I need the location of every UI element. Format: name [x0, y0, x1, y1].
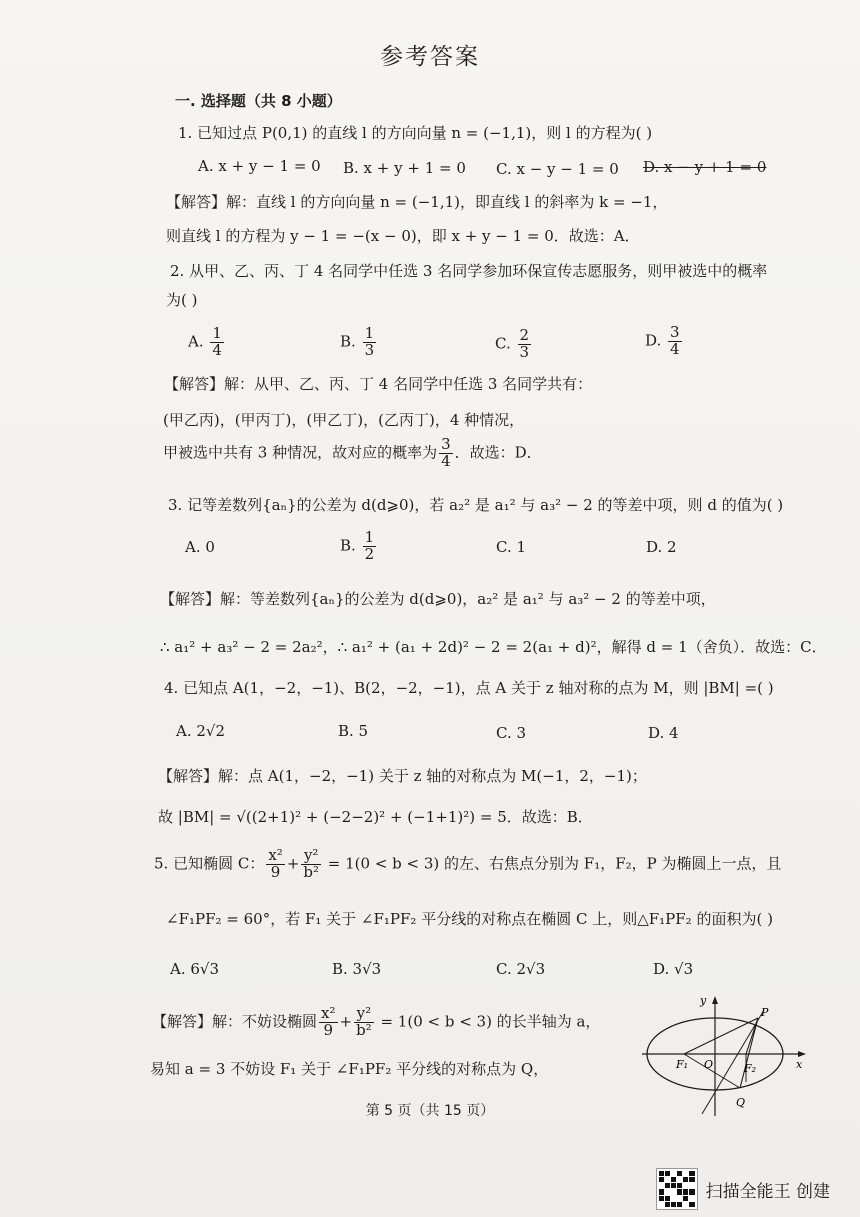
watermark-text: 扫描全能王 创建 — [705, 1181, 830, 1202]
q2-option-d — [645, 325, 684, 358]
label-q: Q — [736, 1096, 746, 1109]
q2-option-c — [495, 328, 533, 361]
q2-answer-line2: (甲乙丙)，(甲丙丁)，(甲乙丁)，(乙丙丁)，4 种情况， — [163, 411, 525, 429]
q5-fraction-x — [266, 848, 284, 881]
fraction-numerator: 2 — [519, 326, 530, 344]
fraction-denominator: 3 — [519, 342, 530, 361]
q3-answer-line1: 【解答】解：等差数列{aₙ}的公差为 d(d⩾0)，a₂² 是 a₁² 与 a₃² − 2 的等差中项， — [160, 590, 716, 608]
fraction-numerator: 3 — [441, 435, 451, 453]
label-x: x — [796, 1058, 803, 1071]
q5-answer-suffix: = 1(0 < b < 3) 的长半轴为 a， — [375, 1012, 601, 1031]
fraction-numerator: 3 — [670, 323, 680, 341]
label-f2: F₂ — [744, 1062, 757, 1075]
q4-stem: 4. 已知点 A(1，−2，−1)、B(2，−2，−1)，点 A 关于 z 轴对称的点为 M，则 |BM| =( ) — [164, 679, 774, 697]
label-f1: F₁ — [676, 1058, 689, 1071]
q2-stem-line2: 为( ) — [166, 291, 198, 309]
q2-option-b — [340, 326, 378, 359]
label-y: y — [700, 994, 707, 1007]
x-axis-arrow-icon — [798, 1051, 806, 1057]
q2-answer-line1: 【解答】解：从甲、乙、丙、丁 4 名同学中任选 3 名同学共有： — [164, 375, 593, 393]
q5-fraction-y — [301, 848, 321, 881]
section-heading: 一. 选择题（共 8 小题） — [175, 92, 342, 110]
q2-answer-line3-text: 甲被选中共有 3 种情况，故对应的概率为 — [163, 443, 438, 462]
label-p: P — [761, 1006, 769, 1019]
q2-answer-line3 — [163, 437, 542, 470]
fraction-denominator: 3 — [364, 340, 375, 359]
q3-stem: 3. 记等差数列{aₙ}的公差为 d(d⩾0)，若 a₂² 是 a₁² 与 a₃² − 2 的等差中项，则 d 的值为( ) — [168, 496, 784, 514]
q4-option-a: A. 2√2 — [176, 722, 226, 740]
fraction-denominator: 2 — [364, 544, 375, 563]
fraction-denominator: 9 — [270, 862, 281, 881]
q5-answer-fraction-x — [319, 1006, 337, 1039]
q5-answer-line2: 易知 a = 3 不妨设 F₁ 关于 ∠F₁PF₂ 平分线的对称点为 Q， — [150, 1060, 549, 1078]
q2-answer-line3-choice: ．故选：D． — [454, 443, 542, 462]
q3-option-d: D. 2 — [646, 538, 677, 556]
q4-option-b: B. 5 — [338, 722, 369, 740]
q5-option-b: B. 3√3 — [332, 960, 382, 978]
q5-answer-line1: 【解答】解：不妨设椭圆 $\frac{\text{x²}}{9}$ + $\frac{\text{y²}}{\text{b²}}$ = 1(0 < b < 3) 的长半轴为 a， — [152, 1004, 601, 1039]
q3-option-b-label: B. — [340, 536, 356, 555]
page-number-footer: 第 5 页（共 15 页） — [365, 1103, 495, 1119]
q3-option-b — [340, 530, 378, 563]
q3-option-c: C. 1 — [496, 538, 527, 556]
page-title: 参考答案 — [380, 44, 480, 70]
q5-option-c: C. 2√3 — [496, 960, 546, 978]
q5-option-a: A. 6√3 — [170, 960, 220, 978]
q2-option-c-fraction — [518, 328, 532, 361]
q4-answer-line2: 故 |BM| = √((2+1)² + (−2−2)² + (−1+1)²) = 5．故选：B． — [158, 808, 593, 826]
fraction-numerator: 1 — [212, 324, 222, 342]
segment-f1-p — [684, 1018, 758, 1054]
q5-answer-fraction-y — [354, 1006, 374, 1039]
fraction-numerator: 1 — [364, 528, 375, 546]
fraction-denominator: 4 — [212, 340, 222, 359]
y-axis-arrow-icon — [712, 996, 718, 1004]
q5-stem-line1: 5. 已知椭圆 C： $\frac{\text{x²}}{9}$ + $\frac{\text{y²}}{\text{b²}}$ = 1(0 < b < 3) 的左、右焦点分别为 F₁，F₂，P 为椭圆上一点，且 — [154, 846, 782, 881]
q2-option-a-label: A. — [188, 332, 204, 351]
q2-option-d-label: D. — [645, 331, 662, 350]
q5-option-d: D. √3 — [653, 960, 694, 978]
q5-stem-line2: ∠F₁PF₂ = 60°，若 F₁ 关于 ∠F₁PF₂ 平分线的对称点在椭圆 C 上，则△F₁PF₂ 的面积为( ) — [166, 910, 773, 928]
q1-option-b: B. x + y + 1 = 0 — [343, 159, 466, 177]
scanner-watermark — [656, 1168, 830, 1210]
q1-stem: 1. 已知过点 P(0,1) 的直线 l 的方向向量 n = (−1,1)，则 l 的方程为( ) — [178, 124, 653, 142]
fraction-denominator: 4 — [670, 339, 680, 358]
q1-option-a: A. x + y − 1 = 0 — [198, 157, 321, 175]
q5-answer-prefix: 【解答】解：不妨设椭圆 — [152, 1012, 318, 1031]
fraction-numerator: 1 — [364, 324, 375, 342]
fraction-numerator: y² — [301, 848, 321, 865]
q2-option-b-fraction — [363, 326, 377, 359]
q1-option-d: D. x − y + 1 = 0 — [643, 158, 767, 176]
q3-option-a: A. 0 — [185, 538, 215, 556]
q2-answer-fraction — [439, 437, 453, 470]
fraction-denominator: b² — [303, 862, 320, 881]
q4-answer-line1: 【解答】解：点 A(1，−2，−1) 关于 z 轴的对称点为 M(−1，2，−1)； — [158, 767, 647, 785]
q2-option-a-fraction — [210, 326, 224, 359]
q5-stem-suffix: = 1(0 < b < 3) 的左、右焦点分别为 F₁，F₂，P 为椭圆上一点，且 — [323, 854, 782, 873]
q2-option-d-fraction — [668, 325, 682, 358]
q4-option-c: C. 3 — [496, 724, 527, 742]
q3-answer-line2: ∴ a₁² + a₃² − 2 = 2a₂²，∴ a₁² + (a₁ + 2d)² − 2 = 2(a₁ + d)²，解得 d = 1（舍负）．故选：C． — [160, 638, 827, 656]
qr-code-icon — [656, 1168, 698, 1210]
segment-p-q — [740, 1018, 758, 1088]
q2-option-c-label: C. — [495, 334, 511, 353]
q1-answer-line2: 则直线 l 的方程为 y − 1 = −(x − 0)，即 x + y − 1 = 0．故选：A． — [166, 227, 640, 245]
fraction-numerator: x² — [321, 1004, 336, 1022]
fraction-numerator: x² — [268, 846, 283, 864]
fraction-denominator: b² — [356, 1020, 372, 1039]
q2-option-b-label: B. — [340, 332, 356, 351]
q3-option-b-fraction — [363, 530, 377, 563]
q1-answer-line1: 【解答】解：直线 l 的方向向量 n = (−1,1)，即直线 l 的斜率为 k = −1， — [166, 193, 668, 211]
q4-option-d: D. 4 — [648, 724, 679, 742]
q1-option-c: C. x − y − 1 = 0 — [496, 160, 619, 178]
fraction-numerator: y² — [354, 1006, 374, 1023]
q2-option-a — [188, 326, 226, 359]
fraction-denominator: 9 — [323, 1020, 334, 1039]
label-o: O — [704, 1058, 714, 1071]
q2-stem-line1: 2. 从甲、乙、丙、丁 4 名同学中任选 3 名同学参加环保宣传志愿服务，则甲被选中的概率 — [170, 262, 768, 280]
fraction-denominator: 4 — [441, 451, 451, 470]
q5-stem-prefix: 5. 已知椭圆 C： — [154, 854, 265, 873]
